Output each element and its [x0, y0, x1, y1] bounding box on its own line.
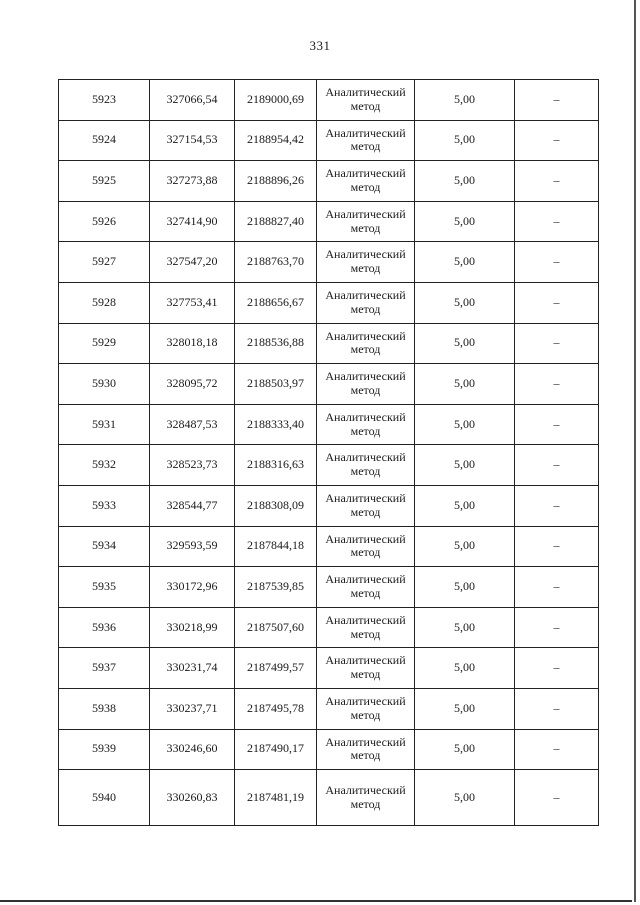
point-number-cell: 5926	[59, 201, 150, 242]
point-number-cell: 5923	[59, 80, 150, 121]
x-coordinate-cell: 330237,71	[150, 688, 235, 729]
accuracy-cell: 5,00	[415, 526, 515, 567]
accuracy-cell: 5,00	[415, 729, 515, 770]
y-coordinate-cell: 2187844,18	[235, 526, 317, 567]
note-cell: –	[515, 648, 599, 689]
x-coordinate-cell: 328095,72	[150, 364, 235, 405]
method-line-2: метод	[350, 667, 381, 682]
y-coordinate-cell: 2188763,70	[235, 242, 317, 283]
method-cell	[317, 729, 415, 770]
x-coordinate-cell: 329593,59	[150, 526, 235, 567]
x-coordinate-cell: 327273,88	[150, 161, 235, 202]
point-number-cell: 5937	[59, 648, 150, 689]
coordinates-table-body	[59, 80, 599, 826]
note-cell: –	[515, 161, 599, 202]
note-cell: –	[515, 120, 599, 161]
point-number-cell: 5930	[59, 364, 150, 405]
accuracy-cell: 5,00	[415, 161, 515, 202]
y-coordinate-cell: 2188954,42	[235, 120, 317, 161]
method-line-2: метод	[350, 504, 381, 519]
scan-right-edge	[634, 0, 636, 902]
method-cell	[317, 607, 415, 648]
method-line-1: Аналитический	[325, 531, 406, 546]
table-row	[59, 242, 599, 283]
point-number-cell: 5931	[59, 404, 150, 445]
y-coordinate-cell: 2188656,67	[235, 282, 317, 323]
x-coordinate-cell: 327154,53	[150, 120, 235, 161]
table-row	[59, 688, 599, 729]
method-cell	[317, 567, 415, 608]
x-coordinate-cell: 328487,53	[150, 404, 235, 445]
method-line-1: Аналитический	[325, 572, 406, 587]
method-cell	[317, 770, 415, 826]
table-row	[59, 161, 599, 202]
method-line-1: Аналитический	[325, 206, 406, 221]
method-line-1: Аналитический	[325, 369, 406, 384]
method-line-2: метод	[350, 626, 381, 641]
note-cell: –	[515, 729, 599, 770]
accuracy-cell: 5,00	[415, 688, 515, 729]
method-line-2: метод	[350, 342, 381, 357]
note-cell: –	[515, 485, 599, 526]
method-cell	[317, 688, 415, 729]
accuracy-cell: 5,00	[415, 323, 515, 364]
method-line-1: Аналитический	[325, 125, 406, 140]
note-cell: –	[515, 201, 599, 242]
method-line-2: метод	[350, 382, 381, 397]
note-cell: –	[515, 567, 599, 608]
method-line-1: Аналитический	[325, 490, 406, 505]
y-coordinate-cell: 2188827,40	[235, 201, 317, 242]
y-coordinate-cell: 2187499,57	[235, 648, 317, 689]
method-cell	[317, 364, 415, 405]
x-coordinate-cell: 330260,83	[150, 770, 235, 826]
method-line-1: Аналитический	[325, 653, 406, 668]
y-coordinate-cell: 2188308,09	[235, 485, 317, 526]
point-number-cell: 5934	[59, 526, 150, 567]
point-number-cell: 5940	[59, 770, 150, 826]
x-coordinate-cell: 330246,60	[150, 729, 235, 770]
method-cell	[317, 161, 415, 202]
method-line-2: метод	[350, 261, 381, 276]
accuracy-cell: 5,00	[415, 80, 515, 121]
point-number-cell: 5928	[59, 282, 150, 323]
method-line-2: метод	[350, 301, 381, 316]
page-number: 331	[309, 38, 331, 53]
method-line-2: метод	[350, 585, 381, 600]
point-number-cell: 5927	[59, 242, 150, 283]
table-row	[59, 404, 599, 445]
accuracy-cell: 5,00	[415, 242, 515, 283]
point-number-cell: 5935	[59, 567, 150, 608]
method-line-2: метод	[350, 98, 381, 113]
method-line-1: Аналитический	[325, 166, 406, 181]
scan-bottom-edge	[0, 900, 632, 902]
method-cell	[317, 80, 415, 121]
point-number-cell: 5938	[59, 688, 150, 729]
y-coordinate-cell: 2187481,19	[235, 770, 317, 826]
point-number-cell: 5932	[59, 445, 150, 486]
x-coordinate-cell: 330218,99	[150, 607, 235, 648]
x-coordinate-cell: 327066,54	[150, 80, 235, 121]
x-coordinate-cell: 328523,73	[150, 445, 235, 486]
method-cell	[317, 648, 415, 689]
method-cell	[317, 120, 415, 161]
point-number-cell: 5924	[59, 120, 150, 161]
method-line-1: Аналитический	[325, 612, 406, 627]
method-line-1: Аналитический	[325, 734, 406, 749]
table-row	[59, 567, 599, 608]
table-row	[59, 648, 599, 689]
y-coordinate-cell: 2188503,97	[235, 364, 317, 405]
note-cell: –	[515, 404, 599, 445]
table-row	[59, 282, 599, 323]
note-cell: –	[515, 770, 599, 826]
method-line-2: метод	[350, 220, 381, 235]
y-coordinate-cell: 2189000,69	[235, 80, 317, 121]
x-coordinate-cell: 328544,77	[150, 485, 235, 526]
method-cell	[317, 282, 415, 323]
table-row	[59, 729, 599, 770]
method-line-2: метод	[350, 464, 381, 479]
accuracy-cell: 5,00	[415, 770, 515, 826]
table-row	[59, 80, 599, 121]
accuracy-cell: 5,00	[415, 364, 515, 405]
x-coordinate-cell: 330231,74	[150, 648, 235, 689]
note-cell: –	[515, 282, 599, 323]
y-coordinate-cell: 2188536,88	[235, 323, 317, 364]
y-coordinate-cell: 2188896,26	[235, 161, 317, 202]
note-cell: –	[515, 688, 599, 729]
y-coordinate-cell: 2187539,85	[235, 567, 317, 608]
table-row	[59, 323, 599, 364]
table-row	[59, 445, 599, 486]
accuracy-cell: 5,00	[415, 567, 515, 608]
accuracy-cell: 5,00	[415, 607, 515, 648]
method-line-1: Аналитический	[325, 693, 406, 708]
method-cell	[317, 404, 415, 445]
table-row	[59, 120, 599, 161]
y-coordinate-cell: 2188316,63	[235, 445, 317, 486]
note-cell: –	[515, 607, 599, 648]
note-cell: –	[515, 80, 599, 121]
accuracy-cell: 5,00	[415, 445, 515, 486]
method-cell	[317, 201, 415, 242]
method-cell	[317, 526, 415, 567]
accuracy-cell: 5,00	[415, 282, 515, 323]
method-line-2: метод	[350, 179, 381, 194]
method-line-1: Аналитический	[325, 328, 406, 343]
table-row	[59, 770, 599, 826]
accuracy-cell: 5,00	[415, 648, 515, 689]
y-coordinate-cell: 2187507,60	[235, 607, 317, 648]
method-line-1: Аналитический	[325, 782, 406, 797]
accuracy-cell: 5,00	[415, 404, 515, 445]
method-line-2: метод	[350, 423, 381, 438]
x-coordinate-cell: 327753,41	[150, 282, 235, 323]
method-line-2: метод	[350, 796, 381, 811]
accuracy-cell: 5,00	[415, 201, 515, 242]
y-coordinate-cell: 2187490,17	[235, 729, 317, 770]
method-line-1: Аналитический	[325, 450, 406, 465]
method-cell	[317, 323, 415, 364]
note-cell: –	[515, 445, 599, 486]
point-number-cell: 5936	[59, 607, 150, 648]
x-coordinate-cell: 330172,96	[150, 567, 235, 608]
method-line-2: метод	[350, 139, 381, 154]
accuracy-cell: 5,00	[415, 120, 515, 161]
point-number-cell: 5929	[59, 323, 150, 364]
x-coordinate-cell: 328018,18	[150, 323, 235, 364]
point-number-cell: 5925	[59, 161, 150, 202]
method-line-2: метод	[350, 707, 381, 722]
method-line-1: Аналитический	[325, 409, 406, 424]
x-coordinate-cell: 327547,20	[150, 242, 235, 283]
method-line-1: Аналитический	[325, 85, 406, 99]
method-cell	[317, 445, 415, 486]
note-cell: –	[515, 323, 599, 364]
point-number-cell: 5933	[59, 485, 150, 526]
method-line-1: Аналитический	[325, 247, 406, 262]
method-cell	[317, 485, 415, 526]
y-coordinate-cell: 2187495,78	[235, 688, 317, 729]
x-coordinate-cell: 327414,90	[150, 201, 235, 242]
note-cell: –	[515, 242, 599, 283]
accuracy-cell: 5,00	[415, 485, 515, 526]
table-row	[59, 526, 599, 567]
y-coordinate-cell: 2188333,40	[235, 404, 317, 445]
method-line-2: метод	[350, 748, 381, 763]
note-cell: –	[515, 364, 599, 405]
table-row	[59, 485, 599, 526]
note-cell: –	[515, 526, 599, 567]
method-line-2: метод	[350, 545, 381, 560]
table-row	[59, 201, 599, 242]
coordinates-table	[58, 79, 599, 826]
method-line-1: Аналитический	[325, 287, 406, 302]
table-row	[59, 607, 599, 648]
method-cell	[317, 242, 415, 283]
table-row	[59, 364, 599, 405]
point-number-cell: 5939	[59, 729, 150, 770]
